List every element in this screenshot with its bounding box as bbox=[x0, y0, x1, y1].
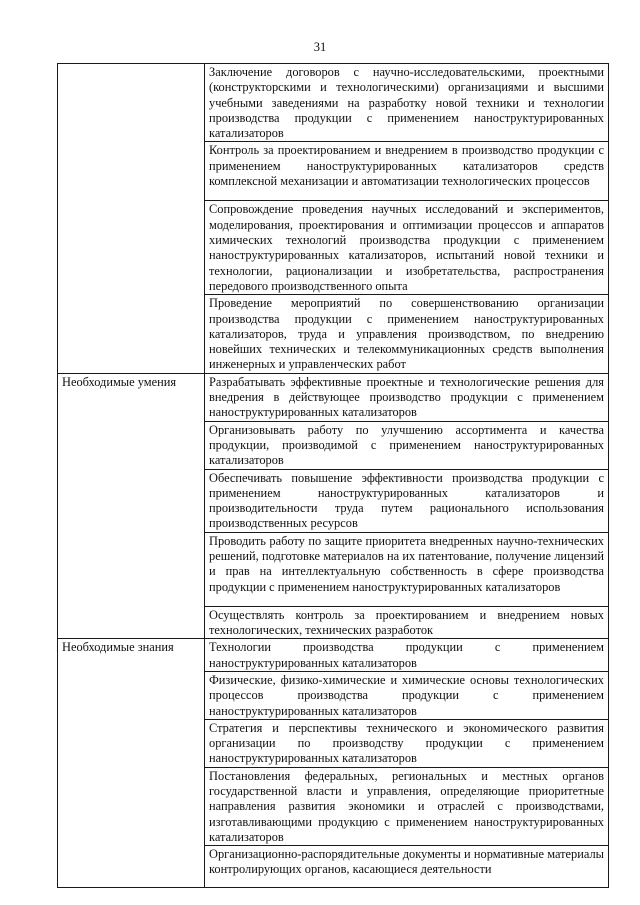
table-cell-item: Разрабатывать эффективные проектные и технологические решения для внедрения в действующее производство продукции с применением наноструктурированных катализаторов bbox=[205, 373, 609, 421]
competency-table bbox=[57, 63, 609, 888]
section-label-knowledge: Необходимые знания bbox=[58, 639, 205, 888]
section-label bbox=[58, 64, 205, 374]
table-cell-item: Заключение договоров с научно-исследовательскими, проектными (конструкторскими и технологическими) организациями и высшими учебными заведениями на разработку новой техники и технологии производства продукции с применением наноструктурированных катализаторов bbox=[205, 64, 609, 142]
section-label-skills: Необходимые умения bbox=[58, 373, 205, 639]
table-cell-item: Организовывать работу по улучшению ассортимента и качества продукции, производимой с применением наноструктурированных катализаторов bbox=[205, 421, 609, 469]
table-cell-item: Осуществлять контроль за проектированием и внедрением новых технологических, технических разработок bbox=[205, 606, 609, 639]
table-cell-item: Контроль за проектированием и внедрением в производство продукции с применением наноструктурированных катализаторов средств комплексной механизации и автоматизации технологических процессов bbox=[205, 142, 609, 201]
table-cell-item: Сопровождение проведения научных исследований и экспериментов, моделирования, проектирования и оптимизации процессов и аппаратов химических технологий производства продукции с применением наноструктурированных катализаторов, испытаний новой техники и технологии, рационализации и изобретательства, распространения передового производственного опыта bbox=[205, 201, 609, 295]
table-cell-item: Проведение мероприятий по совершенствованию организации производства продукции с применением наноструктурированных катализаторов, труда и управления производством, по внедрению новейших технических и телекоммуникационных средств выполнения инженерных и управленческих работ bbox=[205, 295, 609, 373]
table-cell-item: Постановления федеральных, региональных и местных органов государственной власти и управления, определяющие приоритетные направления развития экономики и отраслей с производствами, изготавливающими продукцию с применением наноструктурированных катализаторов bbox=[205, 767, 609, 845]
table-row bbox=[58, 639, 609, 672]
table-cell-item: Физические, физико-химические и химические основы технологических процессов производства продукции с применением наноструктурированных катализаторов bbox=[205, 671, 609, 719]
table-cell-item: Организационно-распорядительные документы и нормативные материалы контролирующих органов, касающиеся деятельности bbox=[205, 846, 609, 888]
page-number: 31 bbox=[313, 40, 327, 54]
table-row bbox=[58, 373, 609, 421]
table-cell-item: Проводить работу по защите приоритета внедренных научно-технических решений, подготовке материалов на их патентование, получение лицензий и прав на интеллектуальную собственность в сфере производства продукции с применением наноструктурированных катализаторов bbox=[205, 532, 609, 606]
table-cell-item: Обеспечивать повышение эффективности производства продукции с применением наноструктурированных катализаторов и производительности труда путем рационального использования производственных ресурсов bbox=[205, 469, 609, 532]
table-row bbox=[58, 64, 609, 142]
table-cell-item: Технологии производства продукции с применением наноструктурированных катализаторов bbox=[205, 639, 609, 672]
table-cell-item: Стратегия и перспективы технического и экономического развития организации по производству продукции с применением наноструктурированных катализаторов bbox=[205, 719, 609, 767]
